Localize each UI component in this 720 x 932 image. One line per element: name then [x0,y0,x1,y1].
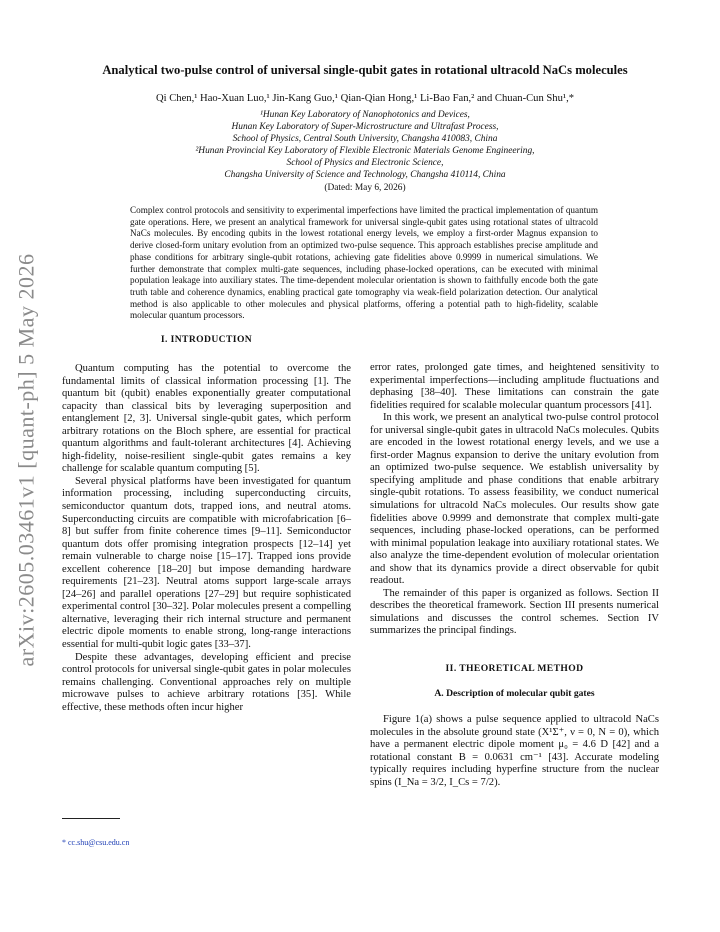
intro-paragraph: Several physical platforms have been investigated for quantum information processing, including superconducting circuits, semiconductor quantum dots, trapped ions, and neutral atoms. Superconducting circuits are compatible with microfabrication [6–8] but suffer from finite coherence times [9–11]. Semiconductor quantum dots offer promising integration prospects [12–14] yet remain vulnerable to charge noise [15–17]. Trapped ions provide excellent coherence [18–20] but impose demanding hardware requirements [21–23]. Neutral atoms support large-scale arrays [24–26] and parallel operations [27–29] but require sophisticated experimental control [30–32]. Polar molecules present a compelling alternative, leveraging their rich internal structure and permanent electric dipole moments to enable strong, long-range interactions essential for multi-qubit logic gates [33–37]. [62,475,351,651]
affiliation-line: ²Hunan Provincial Key Laboratory of Flexible Electronic Materials Genome Engineering, [195,146,535,157]
affiliation-line: School of Physics and Electronic Science, [286,158,444,169]
body-paragraph: error rates, prolonged gate times, and heightened sensitivity to experimental imperfections—including amplitude fluctuations and dephasing [38–40]. These limitations can constrain the gate fidelities required for scalable molecular quantum processors [41]. [370,362,659,411]
right-column [370,362,659,789]
body-paragraph: The remainder of this paper is organized as follows. Section II describes the theoretical framework. Section III presents numerical simulations and discusses the control schemes. Section IV summarizes the principal findings. [370,587,659,637]
affiliations [60,109,670,194]
affiliation-line: ¹Hunan Key Laboratory of Nanophotonics and Devices, [260,110,470,120]
affiliation-line: School of Physics, Central South University, Changsha 410083, China [232,134,498,145]
left-column [62,334,351,714]
body-paragraph: Figure 1(a) shows a pulse sequence applied to ultracold NaCs molecules in the absolute ground state (X¹Σ⁺, ν = 0, N = 0), which have a permanent electric dipole moment μ₀ = 4.6 D [42] and a rotational constant B = 0.0631 cm⁻¹ [43]. Accurate modeling typically requires including hyperfine structure from the nuclear spins (I_Na = 3/2, I_Cs = 7/2). [370,714,659,788]
arxiv-stamp [6,250,46,670]
affiliation-line: Changsha University of Science and Technology, Changsha 410114, China [224,170,506,181]
author-list: Qi Chen,¹ Hao-Xuan Luo,¹ Jin-Kang Guo,¹ Qian-Qian Hong,¹ Li-Bao Fan,² and Chuan-Cun Shu¹,* [155,93,575,104]
date-line: (Dated: May 6, 2026) [324,182,406,193]
footnote-divider [62,818,120,819]
subsection-heading: A. Description of molecular qubit gates [434,688,595,700]
intro-paragraph: Despite these advantages, developing efficient and precise control protocols for universal single-qubit gates in polar molecules remains challenging. Conventional approaches rely on multiple microwave pulses to achieve arbitrary rotations [35]. While effective, these methods often incur higher [62,651,351,713]
body-paragraph: In this work, we present an analytical two-pulse control protocol for universal single-qubit gates in ultracold NaCs molecules. Qubits are encoded in the lowest rotational energy levels, and we use a first-order Magnus expansion to derive the unitary evolution from an optimized two-pulse sequence. We establish universality by specifying amplitude and phase conditions that enable arbitrary single-qubit rotations. To assess feasibility, we conduct numerical simulations for ultracold NaCs molecules. Our results show gate fidelities above 0.9999 and demonstrate that complex multi-gate sequences, including phase-locked operations, can be performed with minimal population leakage into auxiliary rotational states. We also analyze the time-dependent evolution of molecular orientation and show that its dynamics provide a direct observable for qubit readout. [370,412,659,587]
affiliation-line: Hunan Key Laboratory of Super-Microstructure and Ultrafast Process, [231,122,499,133]
intro-paragraph: Quantum computing has the potential to overcome the fundamental limits of classical information processing [1]. The quantum bit (qubit) enables exponentially greater computational capacity than classical bits by leveraging superposition and entanglement [2, 3]. Universal single-qubit gates, which perform arbitrary rotations on the Bloch sphere, are essential for practical quantum algorithms and fault-tolerant architectures [4]. Achieving high-fidelity, noise-resilient single-qubit gates remains a key challenge for scalable quantum computing [5]. [62,363,351,475]
section-heading-introduction: I. INTRODUCTION [160,334,253,345]
arxiv-stamp-text: arXiv:2605.03461v1 [quant-ph] 5 May 2026 [13,253,39,667]
corresponding-email[interactable]: * cc.shu@csu.edu.cn [62,838,130,847]
paper-title: Analytical two-pulse control of universal single-qubit gates in rotational ultracold NaCs molecules [102,63,628,77]
section-heading-theoretical-method: II. THEORETICAL METHOD [445,663,584,675]
abstract: Complex control protocols and sensitivity to experimental imperfections have limited the practical implementation of quantum gate operations. Here, we present an analytical framework for universal single-qubit gates using rotational states of ultracold NaCs molecules. By encoding qubits in the lowest rotational energy levels, we employ a first-order Magnus expansion to derive closed-form unitary evolution from an optimized two-pulse sequence. This approach establishes precise amplitude and phase conditions for arbitrary single-qubit rotations, achieving gate fidelities above 0.9999 in numerical simulations. We further demonstrate that complex multi-gate sequences, including phase-locked operations, can be executed with minimal population leakage into auxiliary states. The time-dependent molecular orientation is shown to faithfully encode both the gate truth table and coherence dynamics, enabling practical gate tomography via weak-field polarization detection. Our analytical method is also applicable to other molecules and physical platforms, offering a potential path to high-fidelity, scalable molecular quantum processors. [130,205,598,321]
